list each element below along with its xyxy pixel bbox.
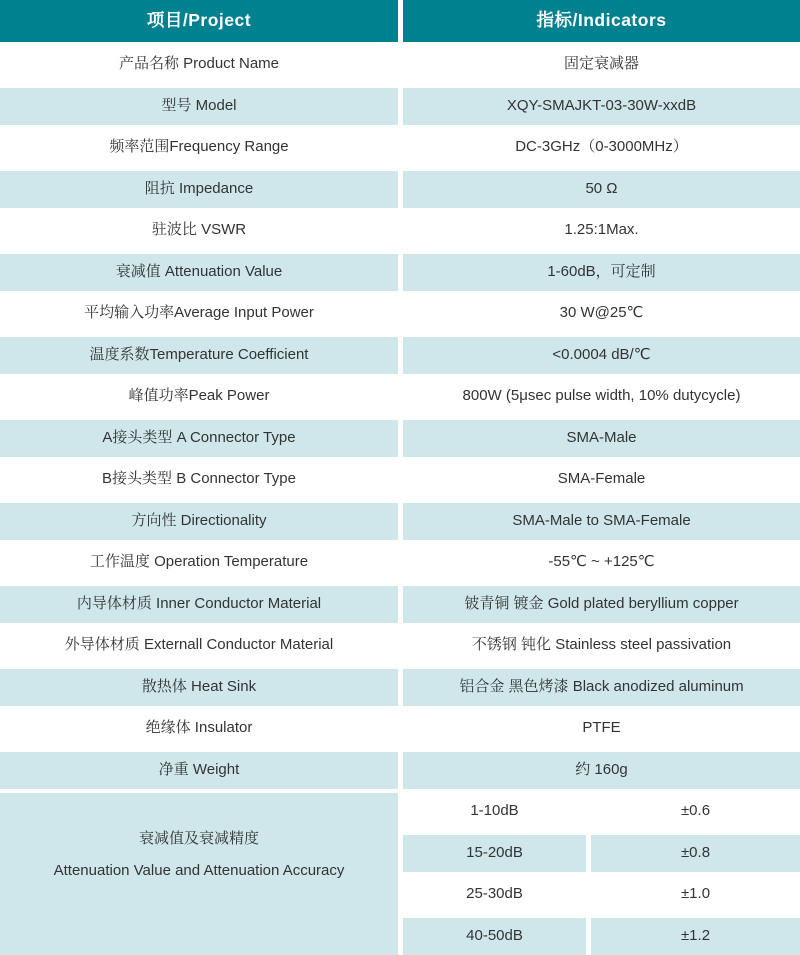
- row-value: XQY-SMAJKT-03-30W-xxdB: [403, 88, 800, 126]
- row-value: SMA-Male to SMA-Female: [403, 503, 800, 541]
- row-value: 50 Ω: [403, 171, 800, 209]
- attenuation-range-cell: 15-20dB: [403, 835, 586, 873]
- row-label: 温度系数Temperature Coefficient: [0, 337, 398, 375]
- row-value: <0.0004 dB/℃: [403, 337, 800, 375]
- row-label: 阻抗 Impedance: [0, 171, 398, 209]
- attenuation-range-cell: 40-50dB: [403, 918, 586, 955]
- row-value: 铝合金 黑色烤漆 Black anodized aluminum: [403, 669, 800, 707]
- row-value: 不锈钢 钝化 Stainless steel passivation: [403, 627, 800, 665]
- row-label: 平均输入功率Average Input Power: [0, 295, 398, 333]
- row-label: 外导体材质 Externall Conductor Material: [0, 627, 398, 665]
- attenuation-range-cell: 1-10dB: [403, 793, 586, 831]
- row-value: 固定衰减器: [403, 46, 800, 84]
- row-value: -55℃ ~ +125℃: [403, 544, 800, 582]
- row-label: 内导体材质 Inner Conductor Material: [0, 586, 398, 624]
- row-label: 驻波比 VSWR: [0, 212, 398, 250]
- row-value: PTFE: [403, 710, 800, 748]
- row-value: 1.25:1Max.: [403, 212, 800, 250]
- row-label: 绝缘体 Insulator: [0, 710, 398, 748]
- attenuation-accuracy-cell: ±1.2: [591, 918, 800, 955]
- row-value: 铍青铜 镀金 Gold plated beryllium copper: [403, 586, 800, 624]
- attenuation-accuracy-cell: ±0.6: [591, 793, 800, 831]
- attenuation-range-cell: 25-30dB: [403, 876, 586, 914]
- row-value: 800W (5μsec pulse width, 10% dutycycle): [403, 378, 800, 416]
- row-label: 散热体 Heat Sink: [0, 669, 398, 707]
- attenuation-label-cn: 衰减值及衰减精度: [138, 829, 259, 847]
- row-label: 产品名称 Product Name: [0, 46, 398, 84]
- attenuation-label-cell: [0, 793, 398, 955]
- header-indicators-cell: 指标/Indicators: [403, 0, 800, 42]
- row-label: 衰减值 Attenuation Value: [0, 254, 398, 292]
- row-value: 1-60dB，可定制: [403, 254, 800, 292]
- row-label: 峰值功率Peak Power: [0, 378, 398, 416]
- attenuation-accuracy-cell: ±1.0: [591, 876, 800, 914]
- row-value: 30 W@25℃: [403, 295, 800, 333]
- row-label: 工作温度 Operation Temperature: [0, 544, 398, 582]
- row-value: DC-3GHz（0-3000MHz）: [403, 129, 800, 167]
- row-label: B接头类型 B Connector Type: [0, 461, 398, 499]
- row-label: 型号 Model: [0, 88, 398, 126]
- row-label: 净重 Weight: [0, 752, 398, 790]
- row-value: SMA-Male: [403, 420, 800, 458]
- header-project-cell: 项目/Project: [0, 0, 398, 42]
- row-label: A接头类型 A Connector Type: [0, 420, 398, 458]
- row-value: SMA-Female: [403, 461, 800, 499]
- attenuation-label-en: Attenuation Value and Attenuation Accuracy: [53, 861, 345, 879]
- row-label: 频率范围Frequency Range: [0, 129, 398, 167]
- attenuation-accuracy-cell: ±0.8: [591, 835, 800, 873]
- row-value: 约 160g: [403, 752, 800, 790]
- row-label: 方向性 Directionality: [0, 503, 398, 541]
